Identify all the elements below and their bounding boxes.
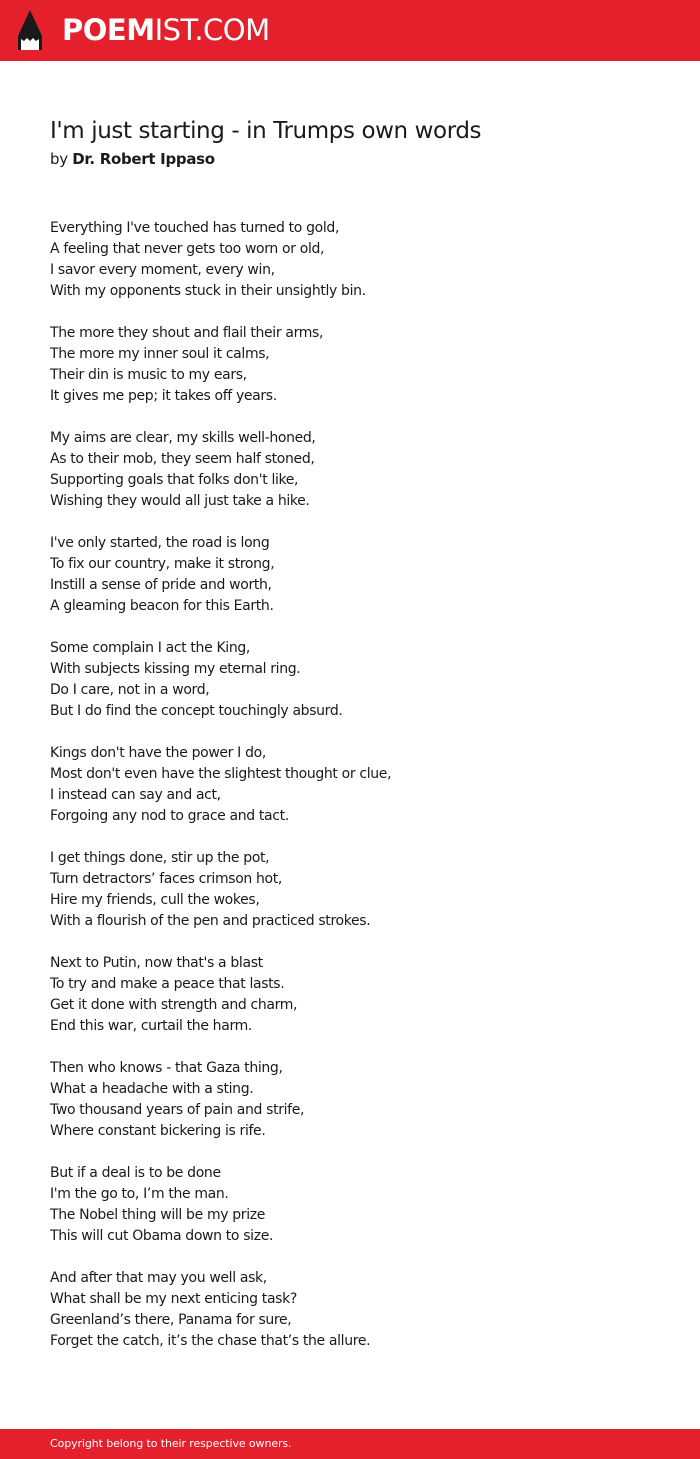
poem-line: The Nobel thing will be my prize — [50, 1207, 266, 1223]
poem-stanza — [50, 218, 670, 302]
poem-line: Do I care, not in a word, — [50, 682, 210, 698]
poem-line: Wishing they would all just take a hike. — [50, 493, 310, 509]
logo-brand-bold: POEM — [62, 13, 155, 47]
poem-line: Some complain I act the King, — [50, 640, 250, 656]
poem-line: My aims are clear, my skills well-honed, — [50, 430, 316, 446]
poem-stanza — [50, 638, 670, 722]
poem-line: Supporting goals that folks don't like, — [50, 472, 299, 488]
poem-line: The more they shout and flail their arms, — [50, 325, 324, 341]
poem-line: Forgoing any nod to grace and tact. — [50, 808, 289, 824]
site-logo[interactable] — [62, 13, 270, 47]
poem-line: Where constant bickering is rife. — [50, 1123, 266, 1139]
poem-line: To try and make a peace that lasts. — [50, 976, 285, 992]
poem-line: A gleaming beacon for this Earth. — [50, 598, 274, 614]
by-label: by — [50, 150, 68, 168]
poem-line: Most don't even have the slightest thought or clue, — [50, 766, 392, 782]
byline — [50, 148, 215, 170]
poem-line: Get it done with strength and charm, — [50, 997, 298, 1013]
logo-brand-rest: IST.COM — [154, 13, 270, 47]
poem-line: Forget the catch, it’s the chase that’s the allure. — [50, 1333, 371, 1349]
poem-line: I savor every moment, every win, — [50, 262, 275, 278]
poem-stanza — [50, 1268, 670, 1352]
poem-line: With my opponents stuck in their unsightly bin. — [50, 283, 366, 299]
poem-line: I instead can say and act, — [50, 787, 221, 803]
poem-line: I get things done, stir up the pot, — [50, 850, 270, 866]
poem-stanza — [50, 323, 670, 407]
poem-line: A feeling that never gets too worn or old, — [50, 241, 325, 257]
poem-line: Two thousand years of pain and strife, — [50, 1102, 305, 1118]
poem-stanza — [50, 743, 670, 827]
poem-line: Everything I've touched has turned to gold, — [50, 220, 340, 236]
author-name[interactable]: Dr. Robert Ippaso — [72, 150, 215, 168]
poem-line: Their din is music to my ears, — [50, 367, 247, 383]
poem-line: It gives me pep; it takes off years. — [50, 388, 277, 404]
poem-stanza — [50, 428, 670, 512]
poem-line: This will cut Obama down to size. — [50, 1228, 274, 1244]
poem-line: Instill a sense of pride and worth, — [50, 577, 272, 593]
poem-line: To fix our country, make it strong, — [50, 556, 275, 572]
poem-line: End this war, curtail the harm. — [50, 1018, 252, 1034]
poem-line: Next to Putin, now that's a blast — [50, 955, 263, 971]
poem-line: What shall be my next enticing task? — [50, 1291, 297, 1307]
poem-line: Hire my friends, cull the wokes, — [50, 892, 260, 908]
poem-body — [50, 218, 670, 1373]
poem-stanza — [50, 848, 670, 932]
poem-line: I'm the go to, I’m the man. — [50, 1186, 229, 1202]
copyright-notice: Copyright belong to their respective owners. — [50, 1437, 292, 1450]
poem-line: Greenland’s there, Panama for sure, — [50, 1312, 292, 1328]
site-header — [0, 0, 700, 61]
poem-title: I'm just starting - in Trumps own words — [50, 118, 482, 144]
poem-line: With subjects kissing my eternal ring. — [50, 661, 301, 677]
poem-line: As to their mob, they seem half stoned, — [50, 451, 315, 467]
poem-line: What a headache with a sting. — [50, 1081, 254, 1097]
poem-line: Then who knows - that Gaza thing, — [50, 1060, 283, 1076]
poem-line: With a flourish of the pen and practiced strokes. — [50, 913, 371, 929]
site-footer — [0, 1429, 700, 1459]
poem-stanza — [50, 1058, 670, 1142]
poem-line: But if a deal is to be done — [50, 1165, 221, 1181]
poem-line: Turn detractors’ faces crimson hot, — [50, 871, 283, 887]
poem-stanza — [50, 1163, 670, 1247]
pen-nib-icon[interactable] — [17, 9, 43, 51]
poem-line: Kings don't have the power I do, — [50, 745, 266, 761]
poem-line: The more my inner soul it calms, — [50, 346, 270, 362]
poem-stanza — [50, 953, 670, 1037]
poem-line: And after that may you well ask, — [50, 1270, 267, 1286]
poem-line: But I do find the concept touchingly absurd. — [50, 703, 343, 719]
poem-line: I've only started, the road is long — [50, 535, 270, 551]
poem-stanza — [50, 533, 670, 617]
